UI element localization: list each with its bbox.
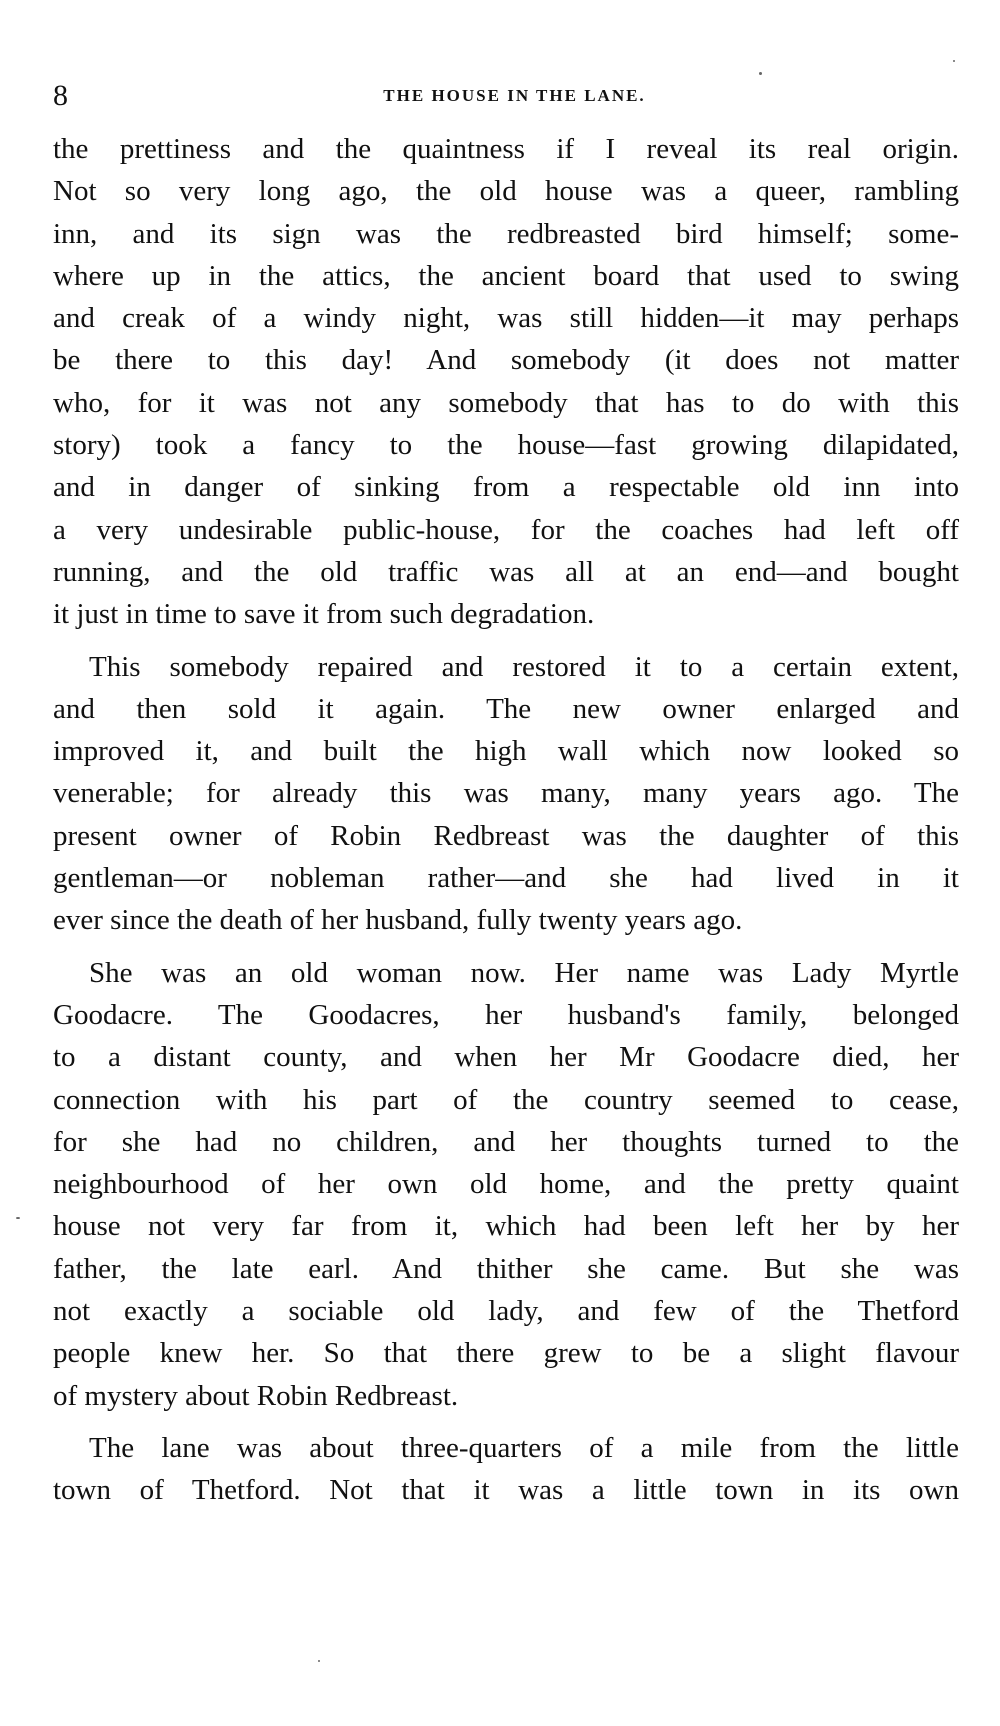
- text-line: for she had no children, and her thoughts turned to the: [53, 1125, 959, 1158]
- print-speck: [16, 1217, 20, 1219]
- text-line: present owner of Robin Redbreast was the daughter of this: [53, 819, 959, 852]
- paragraph-3: [53, 952, 959, 1417]
- text-line: ever since the death of her husband, fully twenty years ago.: [53, 904, 743, 937]
- page-number: 8: [53, 79, 68, 112]
- text-line: a very undesirable public-house, for the coaches had left off: [53, 513, 959, 546]
- text-line: town of Thetford. Not that it was a little town in its own: [53, 1474, 959, 1507]
- text-line: the prettiness and the quaintness if I reveal its real origin.: [53, 133, 959, 165]
- text-line: inn, and its sign was the redbreasted bird himself; some-: [53, 217, 959, 250]
- text-line: This somebody repaired and restored it to a certain extent,: [89, 650, 959, 683]
- text-line: Not so very long ago, the old house was a queer, rambling: [53, 175, 959, 208]
- paragraph-4: [53, 1427, 959, 1512]
- text-line: story) took a fancy to the house—fast growing dilapidated,: [53, 429, 959, 462]
- text-line: it just in time to save it from such degradation.: [53, 598, 595, 631]
- text-line: where up in the attics, the ancient board that used to swing: [53, 259, 959, 292]
- print-speck: [953, 60, 955, 62]
- text-line: and then sold it again. The new owner enlarged and: [53, 692, 959, 725]
- text-line: not exactly a sociable old lady, and few of the Thetford: [53, 1295, 959, 1328]
- body-text: [53, 128, 959, 1522]
- text-line: who, for it was not any somebody that has to do with this: [53, 386, 959, 419]
- text-line: of mystery about Robin Redbreast.: [53, 1379, 459, 1412]
- text-line: gentleman—or nobleman rather—and she had lived in it: [53, 862, 959, 895]
- print-speck: [759, 72, 762, 75]
- text-line: She was an old woman now. Her name was Lady Myrtle: [89, 956, 959, 989]
- text-line: people knew her. So that there grew to be a slight flavour: [53, 1337, 959, 1370]
- text-line: The lane was about three-quarters of a mile from the little: [89, 1431, 959, 1464]
- text-line: be there to this day! And somebody (it does not matter: [53, 344, 959, 377]
- text-line: to a distant county, and when her Mr Goodacre died, her: [53, 1041, 959, 1074]
- running-title: THE HOUSE IN THE LANE.: [383, 86, 646, 105]
- text-line: house not very far from it, which had been left her by her: [53, 1210, 959, 1243]
- print-speck: [318, 1660, 320, 1662]
- text-line: and creak of a windy night, was still hidden—it may perhaps: [53, 302, 959, 335]
- running-head: [53, 76, 958, 116]
- paragraph-1: [53, 128, 959, 636]
- text-line: connection with his part of the country seemed to cease,: [53, 1083, 959, 1116]
- text-line: venerable; for already this was many, many years ago. The: [53, 777, 959, 810]
- text-line: father, the late earl. And thither she came. But she was: [53, 1252, 959, 1285]
- paragraph-2: [53, 646, 959, 942]
- text-line: improved it, and built the high wall which now looked so: [53, 735, 959, 768]
- text-line: Goodacre. The Goodacres, her husband's family, belonged: [53, 998, 959, 1031]
- text-line: neighbourhood of her own old home, and the pretty quaint: [53, 1168, 959, 1201]
- text-line: running, and the old traffic was all at an end—and bought: [53, 555, 959, 588]
- text-line: and in danger of sinking from a respectable old inn into: [53, 471, 959, 504]
